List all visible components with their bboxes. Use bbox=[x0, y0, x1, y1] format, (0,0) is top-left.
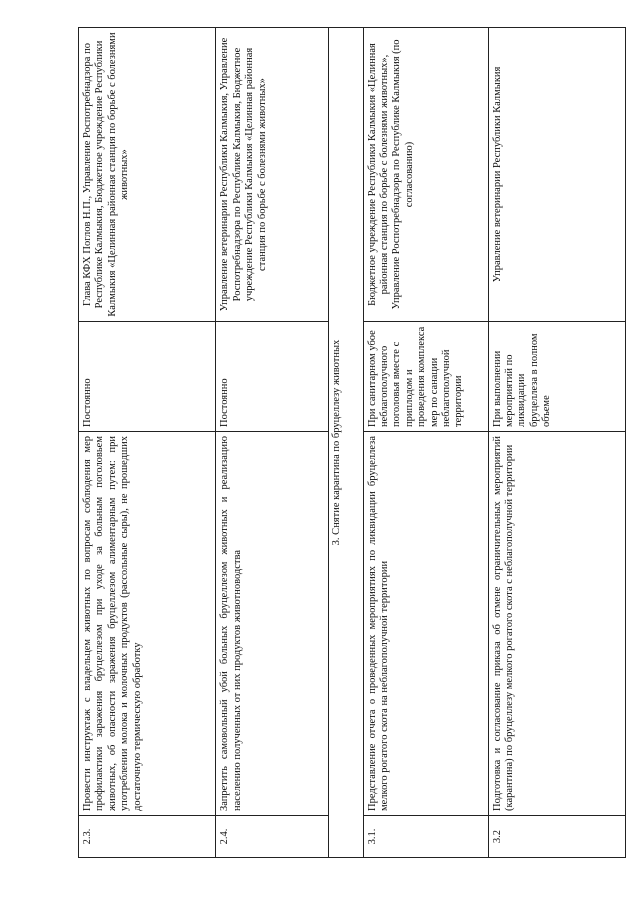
measure-text: Запретить самовольный убой больных бруцеллезом животных и реализацию населению полученных от них продуктов животноводства bbox=[216, 432, 329, 816]
row-number: 2.3. bbox=[79, 816, 216, 858]
table-row bbox=[216, 28, 329, 858]
responsible-text: Бюджетное учреждение Республики Калмыкия «Целинная районная станция по борьбе с болезнями животных», Управление Роспотребнадзора по Республике Калмыкия (по согласованию) bbox=[363, 28, 488, 322]
deadline-text: Постоянно bbox=[79, 322, 216, 432]
section-row bbox=[329, 28, 364, 858]
measures-table bbox=[78, 27, 626, 858]
responsible-text: Глава КФХ Поглов Н.П., Управление Роспотребнадзора по Республике Калмыкия, Бюджетное учреждение Республики Калмыкия «Целинная районная станция по борьбе с болезнями животных» bbox=[79, 28, 216, 322]
table-row bbox=[363, 28, 488, 858]
section-title: 3. Снятие карантина по бруцеллезу животных bbox=[329, 28, 364, 858]
table-row bbox=[488, 28, 625, 858]
responsible-text: Управление ветеринарии Республики Калмыкия, Управление Роспотребнадзора по Республике Калмыкия, Бюджетное учреждение Республики Калмыкия «Целинная районная станция по борьбе с болезнями животных» bbox=[216, 28, 329, 322]
row-number: 3.1. bbox=[363, 816, 488, 858]
measure-text: Представление отчета о проведенных мероприятиях по ликвидации бруцеллеза мелкого рогатого скота на неблагополучной территории bbox=[363, 432, 488, 816]
row-number: 3.2 bbox=[488, 816, 625, 858]
responsible-text: Управление ветеринарии Республики Калмыкия bbox=[488, 28, 625, 322]
rotated-table-page bbox=[78, 28, 626, 858]
measure-text: Подготовка и согласование приказа об отмене ограничительных мероприятий (карантина) по бруцеллезу мелкого рогатого скота с неблагополучной территории bbox=[488, 432, 625, 816]
row-number: 2.4. bbox=[216, 816, 329, 858]
deadline-text: Постоянно bbox=[216, 322, 329, 432]
table-row bbox=[79, 28, 216, 858]
deadline-text: При выполнении мероприятий по ликвидации бруцеллеза в полном объеме bbox=[488, 322, 625, 432]
deadline-text: При санитарном убое неблагополучного поголовья вместе с приплодом и проведения комплекса мер по санации неблагополучной территории bbox=[363, 322, 488, 432]
measure-text: Провести инструктаж с владельцем животных по вопросам соблюдения мер профилактики заражения бруцеллезом при уходе за больным поголовьем животных, об опасности заражения бруцеллезом алиментарным путем: при употреблении молока и молочных продуктов (рассольные сыры), не прошедших достаточную термическую обработку bbox=[79, 432, 216, 816]
